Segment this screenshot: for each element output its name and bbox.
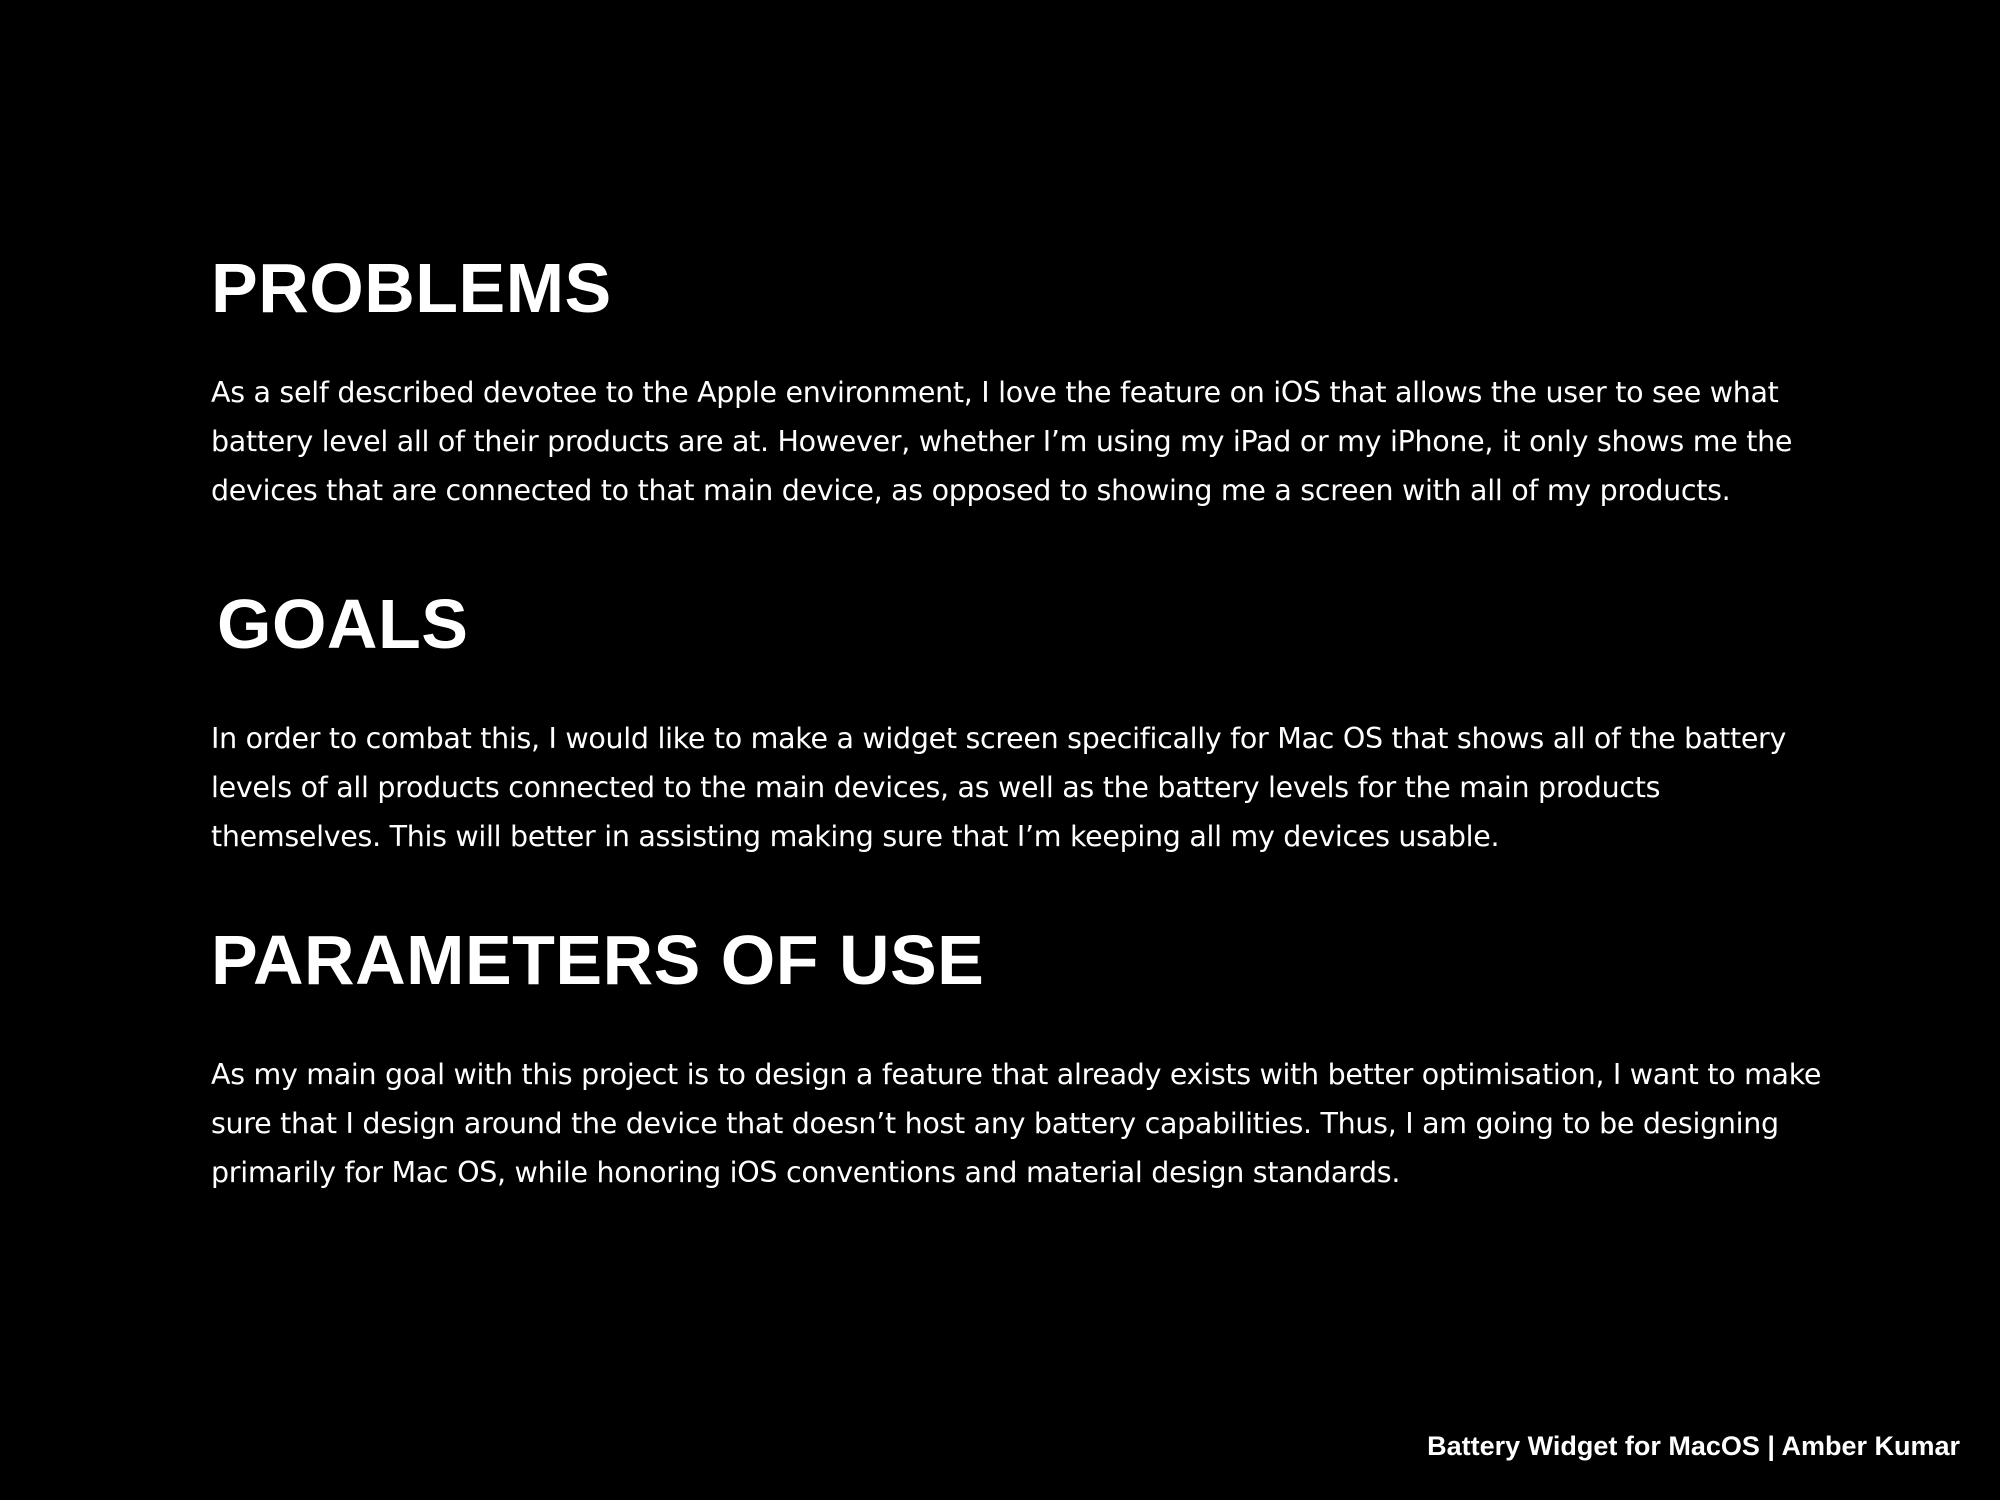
goals-line: themselves. This will better in assisting making sure that I’m keeping all my devices usable. bbox=[211, 820, 1500, 853]
problems-line: battery level all of their products are at. However, whether I’m using my iPad or my iPhone, it only shows me the bbox=[211, 425, 1793, 458]
problems-heading: PROBLEMS bbox=[211, 249, 612, 327]
parameters-of-use-paragraph bbox=[211, 1050, 1822, 1197]
goals-paragraph bbox=[211, 714, 1811, 861]
goals-section bbox=[211, 584, 1811, 861]
parameters-of-use-section bbox=[211, 920, 1822, 1197]
problems-paragraph bbox=[211, 368, 1811, 515]
goals-line: levels of all products connected to the main devices, as well as the battery levels for the main products bbox=[211, 771, 1661, 804]
parameters-line: primarily for Mac OS, while honoring iOS conventions and material design standards. bbox=[211, 1156, 1401, 1189]
goals-heading: GOALS bbox=[217, 585, 469, 663]
problems-line: devices that are connected to that main device, as opposed to showing me a screen with all of my products. bbox=[211, 474, 1731, 507]
footer-credit: Battery Widget for MacOS | Amber Kumar bbox=[1427, 1431, 1960, 1461]
parameters-line: As my main goal with this project is to design a feature that already exists with better optimisation, I want to make bbox=[211, 1058, 1822, 1091]
goals-line: In order to combat this, I would like to make a widget screen specifically for Mac OS that shows all of the battery bbox=[211, 722, 1787, 755]
parameters-of-use-heading: PARAMETERS OF USE bbox=[211, 921, 985, 999]
parameters-line: sure that I design around the device that doesn’t host any battery capabilities. Thus, I am going to be designing bbox=[211, 1107, 1779, 1140]
problems-section bbox=[211, 248, 1811, 515]
problems-line: As a self described devotee to the Apple environment, I love the feature on iOS that allows the user to see what bbox=[211, 376, 1779, 409]
